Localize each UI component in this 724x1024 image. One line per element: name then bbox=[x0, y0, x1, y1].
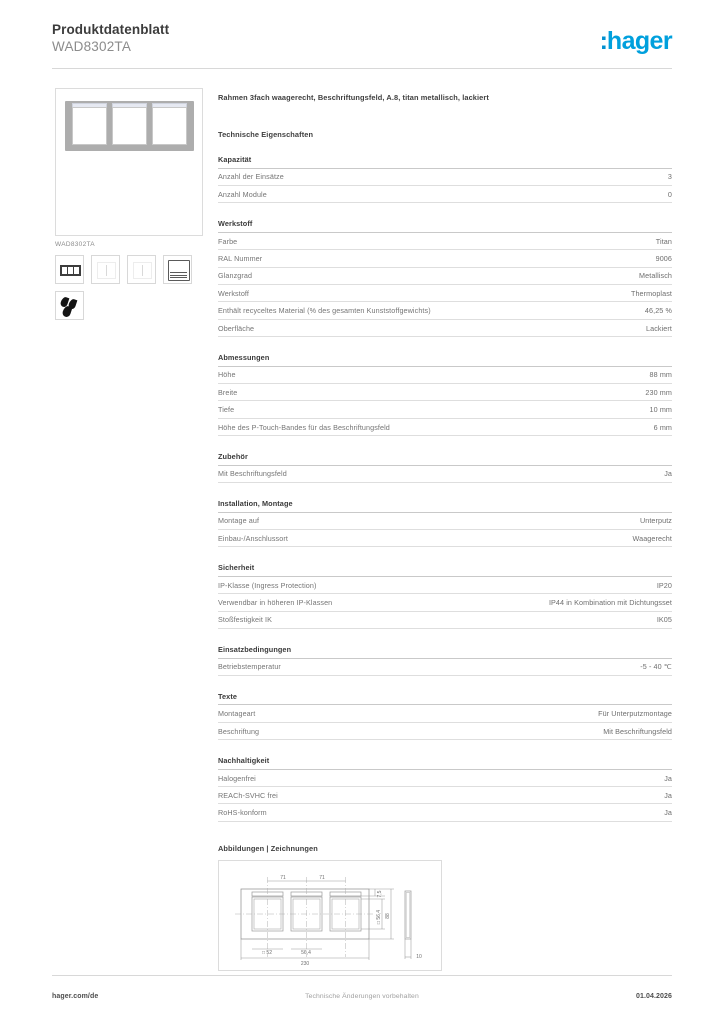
dim-564-v: □ 56,4 bbox=[376, 909, 382, 924]
frame-opening-1 bbox=[72, 107, 107, 145]
gang-cell-3 bbox=[74, 267, 79, 274]
footer-divider bbox=[52, 975, 672, 976]
drawing-icon-lines bbox=[170, 272, 187, 278]
dim-10: 10 bbox=[416, 953, 422, 960]
spec-value: IK05 bbox=[656, 615, 672, 625]
spec-group bbox=[218, 353, 672, 436]
thumbnail-row bbox=[55, 255, 203, 284]
spec-value: Waagerecht bbox=[632, 533, 672, 543]
spec-group bbox=[218, 756, 672, 822]
spec-key: Farbe bbox=[218, 236, 238, 246]
spec-group-title: Nachhaltigkeit bbox=[218, 756, 672, 770]
spec-row bbox=[218, 659, 672, 676]
thumbnail-technical-drawing[interactable] bbox=[163, 255, 192, 284]
spec-value: -5 - 40 ℃ bbox=[640, 662, 672, 672]
spec-group-title: Sicherheit bbox=[218, 563, 672, 577]
spec-row bbox=[218, 233, 672, 250]
spec-value: 6 mm bbox=[653, 422, 672, 432]
spec-value: 46,25 % bbox=[644, 306, 672, 316]
spec-key: Werkstoff bbox=[218, 288, 249, 298]
product-frame-graphic bbox=[65, 101, 194, 151]
spec-group bbox=[218, 219, 672, 337]
spec-value: 10 mm bbox=[649, 405, 672, 415]
spec-value: 0 bbox=[667, 189, 672, 199]
spec-group-title: Installation, Montage bbox=[218, 499, 672, 513]
spec-key: Stoßfestigkeit IK bbox=[218, 615, 273, 625]
footer-disclaimer: Technische Änderungen vorbehalten bbox=[305, 993, 419, 1000]
product-code-subtitle: WAD8302TA bbox=[52, 39, 132, 54]
spec-row bbox=[218, 285, 672, 302]
technical-properties-heading: Technische Eigenschaften bbox=[218, 130, 314, 139]
spec-group-title: Abmessungen bbox=[218, 353, 672, 367]
spec-row bbox=[218, 302, 672, 319]
spec-key: Anzahl der Einsätze bbox=[218, 172, 284, 182]
spec-row bbox=[218, 530, 672, 547]
spec-row bbox=[218, 268, 672, 285]
technical-drawing-icon bbox=[168, 260, 190, 281]
specification-table bbox=[218, 155, 672, 822]
placeholder-line-1 bbox=[106, 265, 107, 276]
spec-key: Tiefe bbox=[218, 405, 235, 415]
spec-key: Enthält recyceltes Material (% des gesamten Kunststoffgewichts) bbox=[218, 306, 431, 316]
spec-value: Ja bbox=[664, 790, 672, 800]
spec-group bbox=[218, 452, 672, 483]
spec-row bbox=[218, 367, 672, 384]
spec-key: Mit Beschriftungsfeld bbox=[218, 469, 287, 479]
spec-value: 88 mm bbox=[649, 370, 672, 380]
gang-cell-2 bbox=[68, 267, 73, 274]
spec-group bbox=[218, 499, 672, 547]
spec-value: Ja bbox=[664, 469, 672, 479]
spec-group-title: Einsatzbedingungen bbox=[218, 645, 672, 659]
spec-key: RoHS-konform bbox=[218, 808, 267, 818]
spec-key: Breite bbox=[218, 387, 238, 397]
spec-value: 3 bbox=[667, 172, 672, 182]
spec-key: Höhe des P-Touch-Bandes für das Beschriftungsfeld bbox=[218, 422, 390, 432]
spec-group-title: Werkstoff bbox=[218, 219, 672, 233]
spec-group bbox=[218, 563, 672, 629]
spec-value: IP44 in Kombination mit Dichtungsset bbox=[548, 598, 672, 608]
frame-3gang-icon bbox=[60, 265, 81, 276]
spec-row bbox=[218, 466, 672, 483]
technical-drawing-panel bbox=[218, 860, 442, 971]
footer-date: 01.04.2026 bbox=[635, 993, 672, 1000]
thumbnail-placeholder-1[interactable] bbox=[91, 255, 120, 284]
logo-text: hager bbox=[606, 27, 672, 55]
logo-colon-icon: : bbox=[599, 27, 607, 55]
spec-row bbox=[218, 612, 672, 629]
thumbnail-water-droplets[interactable] bbox=[55, 291, 84, 320]
spec-row bbox=[218, 594, 672, 611]
spec-row bbox=[218, 770, 672, 787]
dim-71-a: 71 bbox=[280, 874, 286, 881]
spec-row bbox=[218, 419, 672, 436]
dim-71-b: 71 bbox=[319, 874, 325, 881]
product-media-column bbox=[55, 88, 203, 320]
thumbnail-row-2 bbox=[55, 291, 203, 320]
spec-key: Verwendbar in höheren IP-Klassen bbox=[218, 598, 333, 608]
spec-key: Anzahl Module bbox=[218, 189, 267, 199]
product-image-caption: WAD8302TA bbox=[55, 241, 95, 248]
spec-group-title: Kapazität bbox=[218, 155, 672, 169]
spec-value: Für Unterputzmontage bbox=[598, 709, 672, 719]
spec-key: Höhe bbox=[218, 370, 236, 380]
spec-row bbox=[218, 384, 672, 401]
hager-logo bbox=[600, 28, 672, 54]
spec-value: 9006 bbox=[655, 253, 672, 263]
spec-key: Oberfläche bbox=[218, 323, 255, 333]
dim-230: 230 bbox=[300, 960, 310, 967]
spec-key: Montageart bbox=[218, 709, 256, 719]
spec-row bbox=[218, 169, 672, 186]
spec-value: Titan bbox=[655, 236, 672, 246]
dim-52: □ 52 bbox=[262, 949, 272, 956]
dim-564-h: 56,4 bbox=[301, 949, 311, 956]
thumbnail-frame-3gang[interactable] bbox=[55, 255, 84, 284]
spec-key: Einbau-/Anschlussort bbox=[218, 533, 288, 543]
spec-value: Metallisch bbox=[639, 271, 672, 281]
spec-group-title: Zubehör bbox=[218, 452, 672, 466]
spec-group-title: Texte bbox=[218, 692, 672, 706]
spec-row bbox=[218, 186, 672, 203]
page-footer bbox=[52, 993, 672, 1000]
frame-opening-2 bbox=[112, 107, 147, 145]
spec-row bbox=[218, 250, 672, 267]
spec-group bbox=[218, 155, 672, 203]
spec-row bbox=[218, 320, 672, 337]
footer-website[interactable]: hager.com/de bbox=[52, 993, 99, 1000]
spec-value: IP20 bbox=[656, 580, 672, 590]
product-image[interactable] bbox=[55, 88, 203, 236]
spec-row bbox=[218, 723, 672, 740]
drawing-icon-top bbox=[169, 261, 189, 271]
dim-88: 88 bbox=[385, 913, 391, 919]
spec-value: Lackiert bbox=[646, 323, 672, 333]
spec-key: Betriebstemperatur bbox=[218, 662, 281, 672]
product-description: Rahmen 3fach waagerecht, Beschriftungsfeld, A.8, titan metallisch, lackiert bbox=[218, 93, 489, 102]
spec-value: Ja bbox=[664, 773, 672, 783]
dim-75: 7,5 bbox=[377, 890, 383, 898]
placeholder-line-2 bbox=[142, 265, 143, 276]
spec-group bbox=[218, 692, 672, 740]
spec-value: Unterputz bbox=[639, 516, 672, 526]
spec-row bbox=[218, 513, 672, 530]
gang-cell-1 bbox=[62, 267, 67, 274]
spec-key: Montage auf bbox=[218, 516, 260, 526]
thumbnail-placeholder-2[interactable] bbox=[127, 255, 156, 284]
spec-key: IP-Klasse (Ingress Protection) bbox=[218, 580, 317, 590]
page-title: Produktdatenblatt bbox=[52, 22, 170, 37]
spec-row bbox=[218, 804, 672, 821]
spec-value: 230 mm bbox=[645, 387, 672, 397]
spec-key: Beschriftung bbox=[218, 726, 260, 736]
spec-key: REACh-SVHC frei bbox=[218, 790, 278, 800]
spec-key: Halogenfrei bbox=[218, 773, 256, 783]
spec-row bbox=[218, 705, 672, 722]
page-header bbox=[52, 22, 672, 68]
spec-value: Thermoplast bbox=[630, 288, 672, 298]
main-content bbox=[218, 92, 672, 971]
spec-value: Ja bbox=[664, 808, 672, 818]
spec-value: Mit Beschriftungsfeld bbox=[603, 726, 672, 736]
spec-group bbox=[218, 645, 672, 676]
spec-key: RAL Nummer bbox=[218, 253, 263, 263]
spec-row bbox=[218, 401, 672, 418]
spec-key: Glanzgrad bbox=[218, 271, 253, 281]
spec-row bbox=[218, 787, 672, 804]
frame-opening-3 bbox=[152, 107, 187, 145]
technical-drawing-svg bbox=[219, 861, 443, 972]
drawings-heading: Abbildungen | Zeichnungen bbox=[218, 843, 318, 853]
header-divider bbox=[52, 68, 672, 69]
spec-row bbox=[218, 577, 672, 594]
